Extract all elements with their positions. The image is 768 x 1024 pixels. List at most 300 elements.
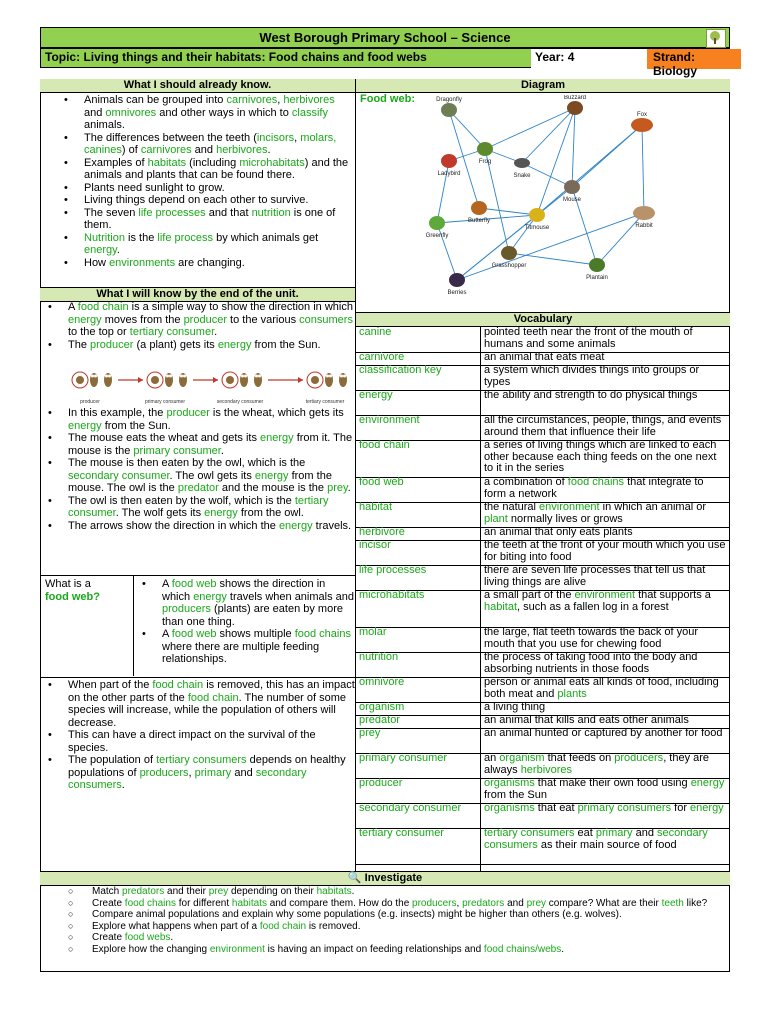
text-run: A bbox=[162, 628, 172, 640]
keyword: producer bbox=[183, 313, 227, 326]
keyword: predators bbox=[122, 886, 165, 897]
chain-label: tertiary consumer bbox=[305, 399, 345, 405]
vocabulary-term: incisor bbox=[359, 539, 391, 551]
text-run: an bbox=[484, 752, 500, 764]
bullet-item bbox=[134, 578, 354, 628]
chain-arrowhead bbox=[138, 377, 143, 383]
text-run: is the wheat, which gets its bbox=[209, 407, 344, 419]
text-run: , such as a fallen log in a forest bbox=[517, 600, 669, 613]
food-web-question-term: food web? bbox=[45, 590, 100, 603]
diagram-heading: Diagram bbox=[356, 79, 730, 93]
vocabulary-definition bbox=[484, 627, 728, 650]
text-run: The population of bbox=[68, 754, 157, 766]
text-run: from the mouse. The owl is the bbox=[68, 469, 332, 494]
owl-eye-icon bbox=[169, 375, 172, 378]
titmouse-icon bbox=[529, 208, 545, 222]
text-run: are changing. bbox=[175, 256, 245, 269]
text-run: . bbox=[220, 444, 224, 457]
will-know-list-bottom bbox=[40, 679, 355, 792]
text-run: an animal that kills and eats other animals bbox=[484, 714, 689, 726]
bullet-item bbox=[40, 94, 355, 132]
keyword: tertiary consumers bbox=[484, 827, 575, 839]
owl-icon bbox=[104, 373, 112, 387]
keyword: food chains bbox=[294, 628, 351, 640]
text-run: This can have a direct impact on the survival of the species. bbox=[68, 729, 316, 754]
text-run: , they are always bbox=[484, 752, 710, 776]
text-run: is having an impact on feeding relationships and bbox=[264, 943, 484, 955]
text-run: is removed. bbox=[306, 920, 361, 932]
vocabulary-definition bbox=[484, 702, 728, 714]
text-run: ) of bbox=[121, 144, 141, 156]
text-run: Explore how the changing bbox=[92, 943, 210, 955]
vocabulary-definition bbox=[484, 828, 728, 851]
vocabulary-row bbox=[356, 390, 730, 416]
keyword: plant bbox=[484, 512, 508, 525]
bullet-item bbox=[40, 729, 355, 754]
keyword: food chain bbox=[77, 301, 129, 313]
text-run: travels. bbox=[312, 519, 352, 532]
text-run: Living things depend on each other to survive. bbox=[84, 194, 309, 206]
wheat-icon bbox=[76, 376, 84, 384]
keyword: life processes bbox=[138, 206, 206, 219]
vocabulary-term: classification key bbox=[359, 364, 442, 376]
text-run: person or animal eats all kinds of food, including both meat and bbox=[484, 676, 719, 700]
text-run: the large, flat teeth towards the back of your mouth that you use for chewing food bbox=[484, 626, 699, 650]
text-run: and their bbox=[164, 886, 209, 897]
organism-label: Fox bbox=[636, 112, 648, 118]
text-run: The owl is then eaten by the wolf, which is the bbox=[68, 494, 295, 507]
investigate-panel bbox=[40, 871, 730, 972]
keyword: plants bbox=[557, 687, 587, 700]
text-run: and that bbox=[205, 206, 252, 219]
fox-icon bbox=[631, 118, 653, 132]
text-run: and other ways in which to bbox=[156, 106, 292, 119]
bullet-item bbox=[134, 628, 354, 666]
year-label: Year: 4 bbox=[531, 49, 656, 69]
text-run: (a plant) gets its bbox=[133, 338, 218, 351]
keyword: tertiary consumer bbox=[129, 326, 215, 338]
text-run: and bbox=[504, 897, 527, 909]
tree-logo-icon bbox=[706, 29, 726, 48]
text-run: In this example, the bbox=[68, 407, 167, 419]
text-run: The mouse is then eaten by the owl, which is the bbox=[68, 457, 306, 469]
text-run: all the circumstances, people, things, and events around them that influence their life bbox=[484, 414, 722, 438]
text-run: a series of living things which are linked to each other because each thing feeds on the one next to it in the series bbox=[484, 439, 717, 474]
keyword: primary consumers bbox=[577, 802, 672, 814]
school-title: West Borough Primary School – Science bbox=[259, 30, 511, 45]
text-run: Compare animal populations and explain why some populations (e.g. insects) might be higher than others (e.g. wolves). bbox=[92, 909, 622, 920]
vocabulary-row bbox=[356, 477, 730, 503]
owl-icon bbox=[325, 373, 333, 387]
organism-label: Plantain bbox=[586, 275, 608, 281]
text-run: and bbox=[191, 144, 217, 156]
vocabulary-term: producer bbox=[359, 777, 403, 789]
vocabulary-term: energy bbox=[359, 389, 393, 401]
vocabulary-term: environment bbox=[359, 414, 420, 426]
text-run: from it. The mouse is the bbox=[68, 432, 353, 457]
keyword: primary consumer bbox=[133, 444, 221, 457]
vocabulary-definition bbox=[484, 327, 728, 350]
keyword: producers bbox=[139, 766, 189, 779]
text-run: for bbox=[671, 802, 691, 814]
keyword: prey bbox=[208, 886, 229, 897]
keyword: carnivores bbox=[140, 144, 192, 156]
owl-eye-icon bbox=[258, 375, 261, 378]
vocabulary-term: nutrition bbox=[359, 651, 399, 663]
text-run: Animals can be grouped into bbox=[84, 94, 227, 106]
food-web-arrow bbox=[437, 223, 457, 280]
vocabulary-definition bbox=[484, 390, 728, 402]
vocabulary-row bbox=[356, 415, 730, 441]
organism-label: Ladybird bbox=[437, 171, 461, 177]
vocabulary-table bbox=[356, 327, 730, 873]
chain-label: primary consumer bbox=[144, 399, 186, 405]
organism-label: Berries bbox=[447, 290, 467, 296]
text-run: . bbox=[214, 326, 218, 338]
vocabulary-definition bbox=[484, 352, 728, 364]
text-run: shows multiple bbox=[216, 628, 295, 640]
text-run: like? bbox=[683, 897, 708, 909]
text-run: When part of the bbox=[68, 679, 153, 691]
vocabulary-definition bbox=[484, 677, 728, 700]
keyword: energy bbox=[690, 802, 724, 814]
text-run: where there are multiple feeding relationships. bbox=[162, 640, 320, 665]
vocabulary-row bbox=[356, 565, 730, 591]
text-run: is one of them. bbox=[84, 206, 336, 231]
owl-eye-icon bbox=[183, 375, 186, 378]
vocabulary-definition bbox=[484, 415, 728, 438]
chain-label: producer bbox=[80, 399, 100, 405]
vocabulary-term: herbivore bbox=[359, 526, 405, 538]
food-web-arrow bbox=[479, 208, 537, 215]
school-title-bar bbox=[40, 27, 730, 48]
text-run: a combination of bbox=[484, 476, 568, 488]
owl-icon bbox=[254, 373, 262, 387]
vocabulary-definition bbox=[484, 477, 728, 500]
keyword: environment bbox=[539, 501, 600, 513]
keyword: food chains bbox=[567, 476, 625, 488]
bullet-item bbox=[40, 679, 355, 729]
owl-eye-icon bbox=[241, 375, 244, 378]
owl-eye-icon bbox=[326, 375, 329, 378]
keyword: prey bbox=[327, 482, 348, 494]
will-know-list-mid bbox=[40, 407, 355, 532]
text-run: the process of taking food into the body and absorbing nutrients in those foods bbox=[484, 651, 698, 675]
text-run: Create bbox=[92, 932, 125, 943]
vocabulary-term: prey bbox=[359, 727, 381, 739]
text-run: travels when animals and bbox=[226, 590, 355, 603]
vocabulary-definition bbox=[484, 778, 728, 801]
owl-eye-icon bbox=[91, 375, 94, 378]
investigate-item bbox=[40, 921, 724, 933]
vocabulary-row bbox=[356, 365, 730, 391]
bullet-item bbox=[40, 232, 355, 257]
keyword: food chains bbox=[124, 897, 176, 909]
text-run: from the Sun. bbox=[101, 419, 171, 432]
keyword: organism bbox=[499, 752, 545, 764]
plantain-icon bbox=[589, 258, 605, 272]
bullet-item bbox=[40, 132, 355, 157]
text-run: for different bbox=[175, 897, 232, 909]
vocabulary-heading: Vocabulary bbox=[356, 313, 730, 327]
chain-arrowhead bbox=[213, 377, 218, 383]
food-web-arrow bbox=[572, 108, 575, 187]
text-run: is the bbox=[124, 231, 158, 244]
text-run: , bbox=[277, 94, 284, 106]
keyword: food webs bbox=[124, 932, 171, 943]
vocabulary-row bbox=[356, 590, 730, 628]
keyword: food chain bbox=[187, 691, 239, 704]
text-run: an animal hunted or captured by another for food bbox=[484, 727, 723, 739]
keyword: microhabitats bbox=[239, 156, 305, 169]
food-web-question bbox=[40, 576, 134, 676]
magnifier-icon: 🔍 bbox=[347, 872, 362, 884]
keyword: producers bbox=[412, 897, 457, 909]
bullet-item bbox=[40, 301, 355, 339]
text-run: compare? What are their bbox=[546, 897, 662, 909]
text-run: . The owl gets its bbox=[169, 469, 255, 482]
investigate-list bbox=[40, 886, 730, 955]
keyword: habitats bbox=[231, 897, 267, 909]
left-column bbox=[40, 79, 356, 872]
already-know-heading: What I should already know. bbox=[40, 79, 355, 93]
vocabulary-row bbox=[356, 753, 730, 779]
vocabulary-definition bbox=[484, 590, 728, 613]
text-run: by which animals get bbox=[213, 231, 319, 244]
text-run: The mouse eats the wheat and gets its bbox=[68, 432, 261, 444]
keyword: energy bbox=[278, 519, 313, 532]
vocabulary-row bbox=[356, 440, 730, 478]
investigate-item bbox=[40, 886, 724, 898]
text-run: depends on healthy populations of bbox=[68, 754, 346, 779]
vocabulary-term: tertiary consumer bbox=[359, 827, 444, 839]
vocabulary-term: canine bbox=[359, 326, 392, 338]
keyword: incisors bbox=[256, 131, 295, 144]
text-run: depending on their bbox=[228, 886, 317, 897]
will-know-list-top bbox=[40, 301, 355, 351]
buzzard-icon bbox=[567, 101, 583, 115]
vocabulary-definition bbox=[484, 365, 728, 388]
text-run: the teeth at the front of your mouth which you use for biting into food bbox=[484, 539, 726, 563]
vocabulary-definition bbox=[484, 753, 728, 776]
owl-eye-icon bbox=[329, 375, 332, 378]
mouse-icon bbox=[151, 376, 159, 384]
text-run: The arrows show the direction in which the bbox=[68, 519, 279, 532]
organism-label: Butterfly bbox=[467, 218, 491, 224]
text-run: the natural bbox=[484, 501, 540, 513]
text-run: a small part of the bbox=[484, 589, 575, 601]
keyword: Nutrition bbox=[84, 231, 125, 244]
bullet-item bbox=[40, 207, 355, 232]
investigate-item bbox=[40, 932, 724, 944]
text-run: . The wolf gets its bbox=[115, 507, 205, 519]
keyword: energy bbox=[217, 338, 252, 351]
owl-icon bbox=[240, 373, 248, 387]
food-web-arrow bbox=[642, 125, 644, 213]
text-run: normally lives or grows bbox=[507, 512, 623, 525]
vocabulary-term: food web bbox=[359, 476, 404, 488]
bullet-item bbox=[40, 182, 355, 195]
organism-label: Snake bbox=[513, 173, 531, 179]
keyword: organisms bbox=[484, 802, 535, 814]
text-run: . bbox=[351, 886, 355, 897]
keyword: producer bbox=[166, 407, 210, 419]
text-run: that feeds on bbox=[544, 752, 615, 764]
vocabulary-term: carnivore bbox=[359, 351, 405, 363]
food-web-arrow bbox=[522, 108, 575, 163]
text-run: . The number of some species will increase, while the population of others will decrease. bbox=[68, 691, 347, 729]
text-run: , bbox=[294, 131, 301, 144]
owl-eye-icon bbox=[340, 375, 343, 378]
text-run: is a simple way to show the direction in which bbox=[128, 301, 353, 313]
diagram-panel bbox=[356, 79, 730, 312]
text-run: animals. bbox=[84, 119, 125, 131]
text-run: . bbox=[347, 482, 351, 494]
grasshopper-icon bbox=[501, 246, 517, 260]
keyword: secondary consumers bbox=[68, 766, 307, 791]
text-run: to the top or bbox=[68, 326, 130, 338]
text-run: Explore what happens when part of a bbox=[92, 920, 260, 932]
circle-bullet-icon: ○ bbox=[68, 943, 74, 954]
text-run: from the Sun. bbox=[251, 338, 321, 351]
circle-bullet-icon: ○ bbox=[68, 897, 74, 908]
text-run: that make their own food using bbox=[534, 777, 691, 789]
keyword: environment bbox=[209, 943, 265, 955]
text-run: is removed, this has an impact on the other parts of the bbox=[68, 679, 355, 704]
vocabulary-panel bbox=[356, 312, 730, 872]
text-run: that eat bbox=[534, 802, 578, 814]
keyword: life process bbox=[157, 231, 214, 244]
dragonfly-icon bbox=[441, 103, 457, 117]
text-run: from the Sun bbox=[484, 788, 547, 801]
text-run: pointed teeth near the front of the mouth of humans and some animals bbox=[484, 326, 693, 350]
text-run: The differences between the teeth ( bbox=[84, 131, 257, 144]
owl-icon bbox=[339, 373, 347, 387]
investigate-item bbox=[40, 898, 724, 910]
organism-label: Dragonfly bbox=[436, 97, 462, 103]
keyword: energy bbox=[254, 469, 289, 482]
vocabulary-definition bbox=[484, 715, 728, 727]
text-run: an animal that only eats plants bbox=[484, 526, 633, 538]
keyword: classify bbox=[291, 106, 328, 119]
keyword: food chain bbox=[152, 679, 204, 691]
bullet-item bbox=[40, 495, 355, 520]
keyword: tertiary consumers bbox=[156, 754, 247, 766]
rabbit-icon bbox=[633, 206, 655, 220]
vocabulary-definition bbox=[484, 728, 728, 740]
vocabulary-term: life processes bbox=[359, 564, 427, 576]
vocabulary-term: primary consumer bbox=[359, 752, 448, 764]
investigate-item bbox=[40, 944, 724, 956]
greenfly-icon bbox=[429, 216, 445, 230]
vocabulary-row bbox=[356, 803, 730, 829]
bullet-item bbox=[40, 339, 355, 352]
organism-label: Greenfly bbox=[425, 233, 449, 239]
food-web-arrow bbox=[597, 213, 644, 265]
vocabulary-definition bbox=[484, 527, 728, 539]
circle-bullet-icon: ○ bbox=[68, 920, 74, 931]
keyword: energy bbox=[68, 419, 102, 432]
chain-arrowhead bbox=[298, 377, 303, 383]
owl-eye-icon bbox=[105, 375, 108, 378]
owl-eye-icon bbox=[94, 375, 97, 378]
keyword: nutrition bbox=[251, 206, 291, 219]
keyword: habitats bbox=[147, 156, 187, 169]
food-web-answer bbox=[134, 578, 354, 666]
topic-bar bbox=[40, 48, 730, 78]
vocabulary-row bbox=[356, 677, 730, 703]
text-run: as their main source of food bbox=[537, 838, 677, 851]
text-run: Match bbox=[92, 886, 123, 897]
keyword: food chains/webs bbox=[483, 943, 562, 955]
text-run: . bbox=[267, 144, 271, 156]
text-run: the ability and strength to do physical things bbox=[484, 389, 698, 401]
text-run: , bbox=[456, 897, 463, 909]
vocabulary-definition bbox=[484, 540, 728, 563]
owl-eye-icon bbox=[244, 375, 247, 378]
owl-eye-icon bbox=[343, 375, 346, 378]
text-run: (plants) are eaten by more than one thing. bbox=[162, 603, 343, 628]
bullet-item bbox=[40, 194, 355, 207]
keyword: producers bbox=[162, 603, 211, 615]
organism-label: Titmouse bbox=[524, 225, 550, 231]
owl-icon bbox=[90, 373, 98, 387]
bullet-item bbox=[40, 257, 355, 270]
vocabulary-term: predator bbox=[359, 714, 400, 726]
text-run: that integrate to form a network bbox=[484, 476, 704, 500]
owl-eye-icon bbox=[255, 375, 258, 378]
text-run: a system which divides things into groups or types bbox=[484, 364, 700, 388]
vocabulary-row bbox=[356, 778, 730, 804]
text-run: that supports a bbox=[635, 589, 711, 601]
vocabulary-definition bbox=[484, 803, 728, 815]
text-run: and bbox=[231, 766, 256, 779]
organism-label: Mouse bbox=[562, 197, 582, 203]
vocabulary-term: secondary consumer bbox=[359, 802, 462, 814]
vocabulary-row bbox=[356, 327, 730, 353]
keyword: herbivores bbox=[283, 94, 335, 106]
food-web-arrow bbox=[449, 110, 485, 149]
keyword: energy bbox=[68, 313, 102, 326]
keyword: predators bbox=[462, 897, 505, 909]
food-web-box bbox=[40, 575, 355, 678]
vocabulary-term: molar bbox=[359, 626, 387, 638]
keyword: prey bbox=[526, 897, 547, 909]
text-run: . bbox=[116, 244, 120, 256]
vocabulary-term: omnivore bbox=[359, 676, 405, 688]
text-run: an animal that eats meat bbox=[484, 351, 605, 363]
keyword: producers bbox=[614, 752, 664, 764]
strand-label: Strand: Biology bbox=[647, 49, 741, 69]
keyword: energy bbox=[84, 244, 117, 256]
owl-icon bbox=[165, 373, 173, 387]
keyword: secondary consumers bbox=[484, 827, 708, 851]
bullet-item bbox=[40, 754, 355, 792]
food-chain-illustration bbox=[60, 366, 355, 406]
food-web-question-prefix: What is a bbox=[45, 578, 91, 590]
owl-eye-icon bbox=[166, 375, 169, 378]
text-run: . bbox=[170, 932, 174, 943]
ladybird-icon bbox=[441, 154, 457, 168]
text-run: The seven bbox=[84, 206, 139, 219]
keyword: food chain bbox=[259, 920, 307, 932]
text-run: (including bbox=[186, 156, 240, 169]
will-know-heading: What I will know by the end of the unit. bbox=[40, 287, 355, 302]
keyword: primary bbox=[595, 827, 633, 839]
organism-label: Rabbit bbox=[635, 223, 653, 229]
vocabulary-definition bbox=[484, 440, 728, 475]
text-run: The bbox=[68, 338, 91, 351]
